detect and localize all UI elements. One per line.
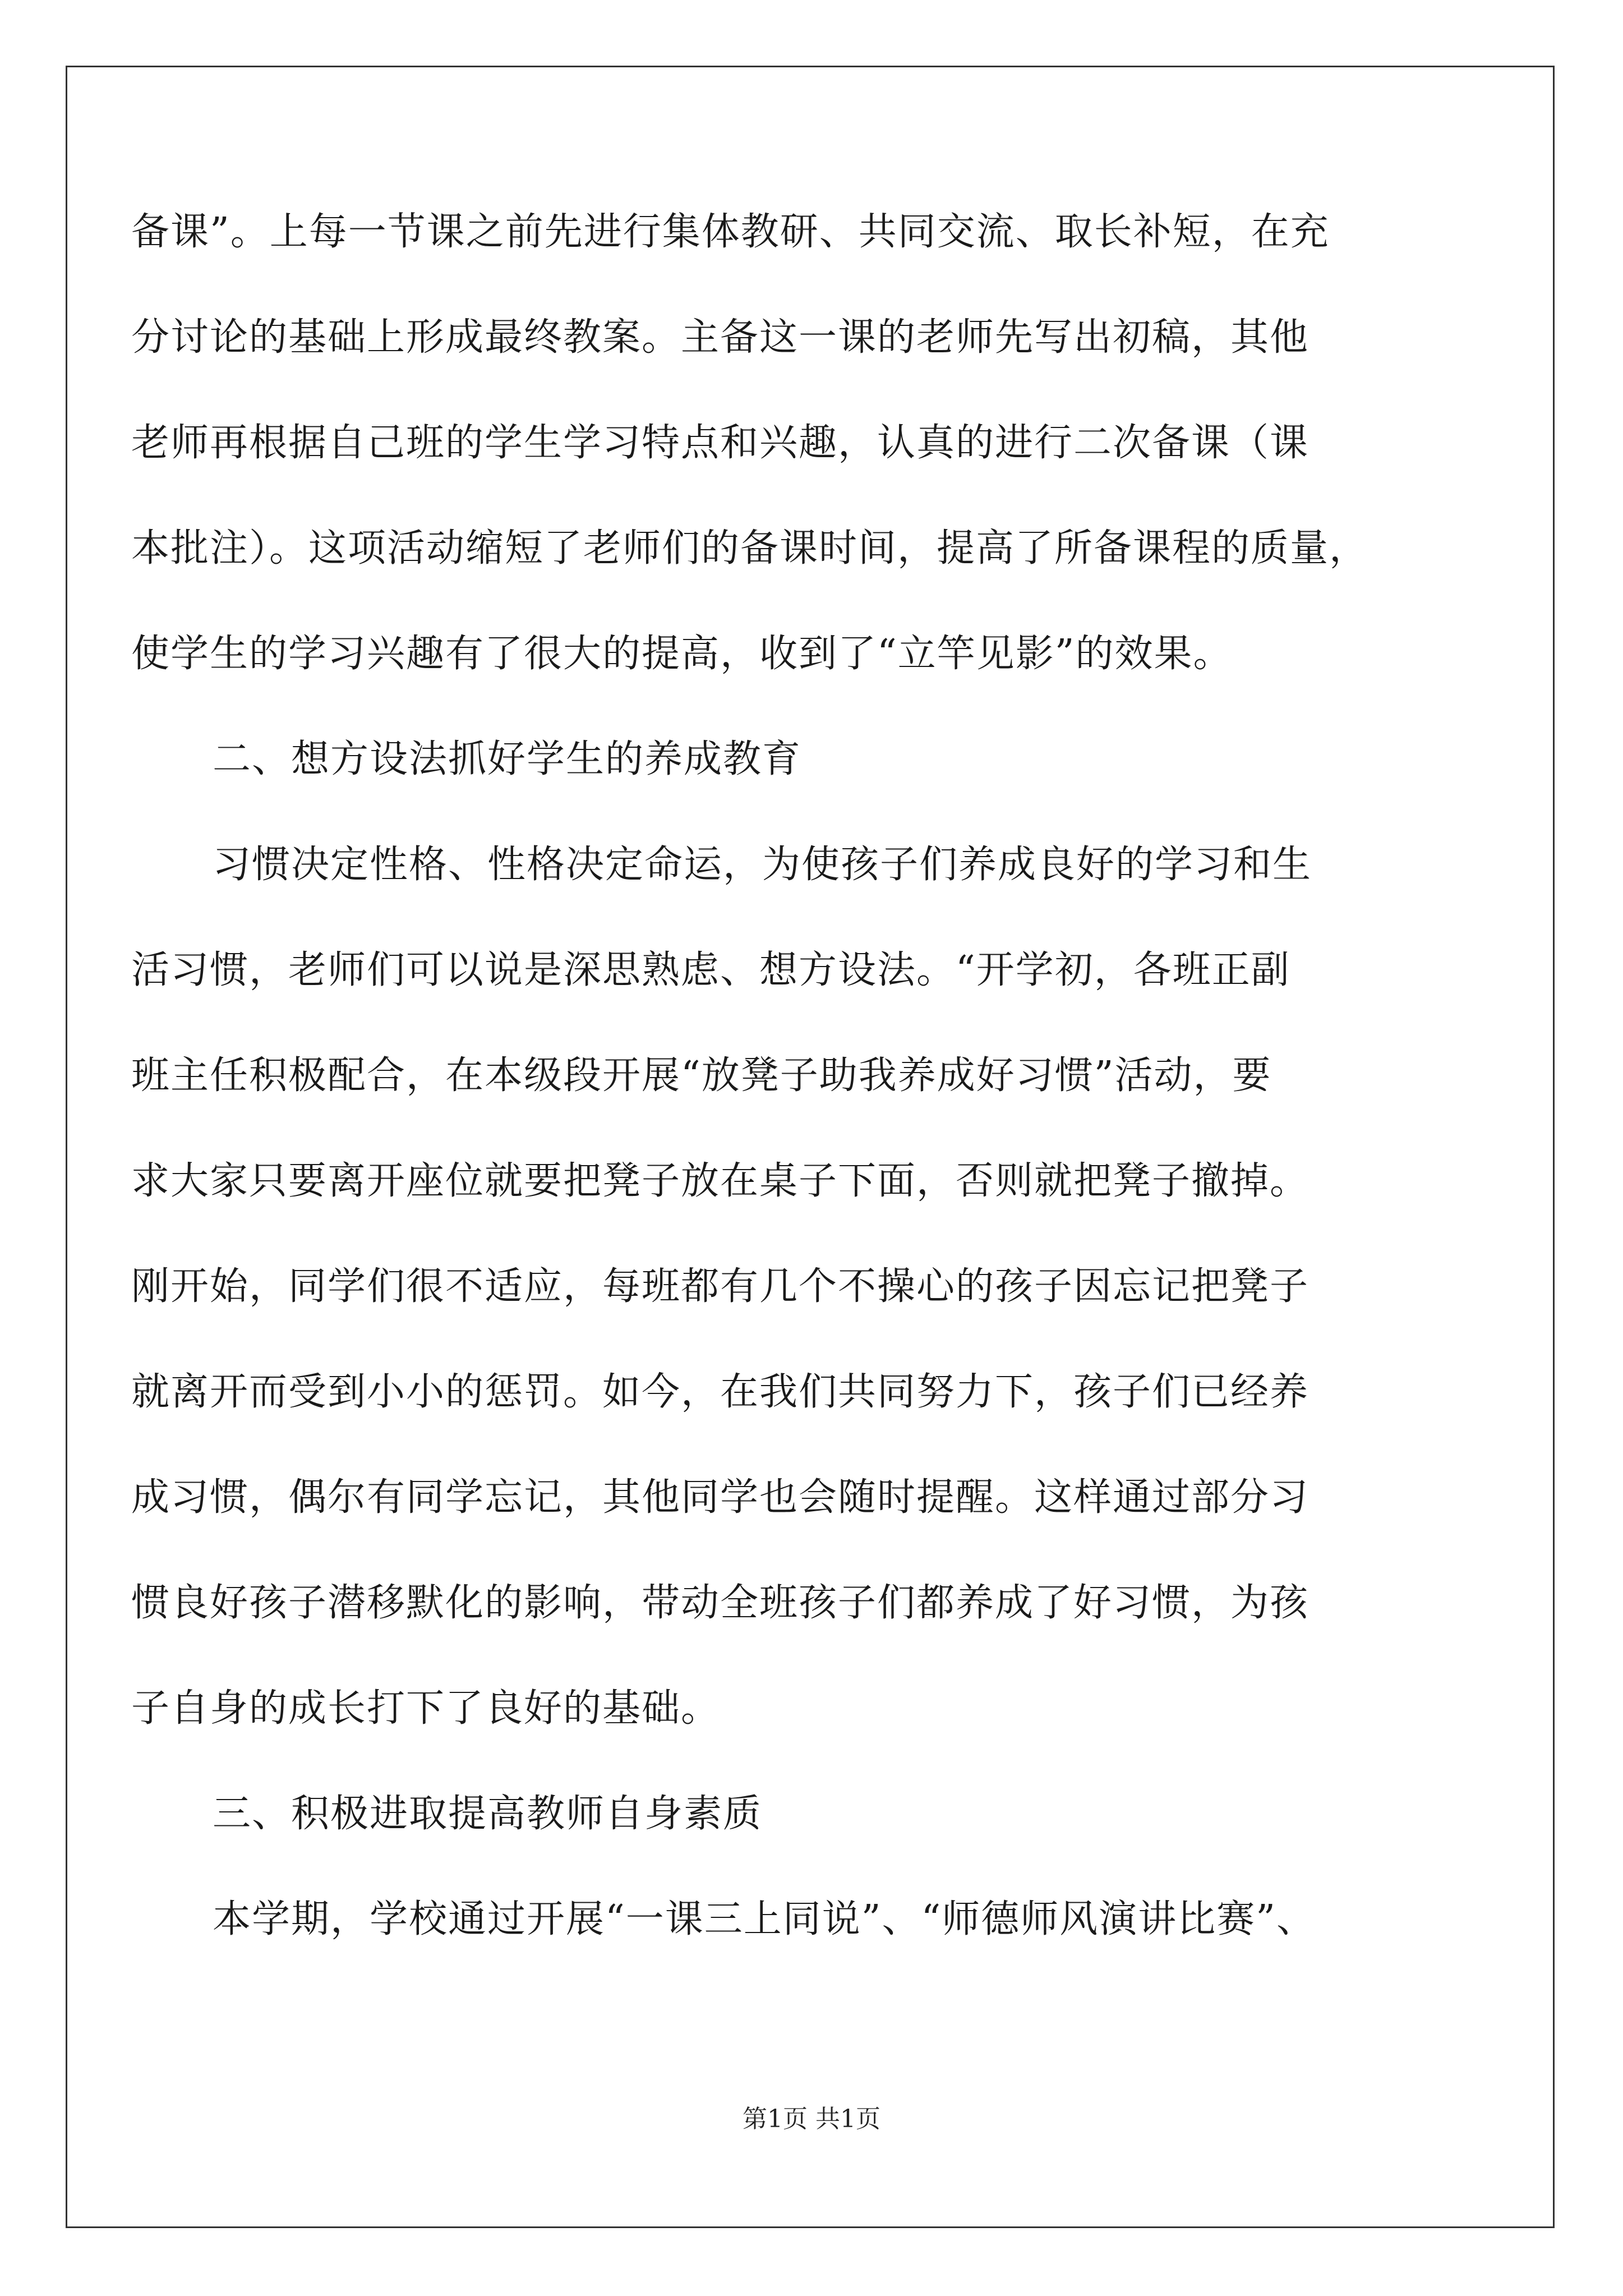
paragraph-line: 活习惯，老师们可以说是深思熟虑、想方设法。“开学初，各班正副: [131, 948, 1290, 992]
paragraph-line: 成习惯，偶尔有同学忘记，其他同学也会随时提醒。这样通过部分习: [131, 1475, 1310, 1520]
document-body: [131, 180, 1502, 1972]
paragraph-line: 本批注）。这项活动缩短了老师们的备课时间，提高了所备课程的质量，: [131, 526, 1369, 570]
paragraph-line: 分讨论的基础上形成最终教案。主备这一课的老师先写出初稿，其他: [131, 315, 1310, 360]
section-heading: 三、积极进取提高教师自身素质: [213, 1792, 763, 1836]
paragraph-line: 子自身的成长打下了良好的基础。: [131, 1686, 721, 1731]
paragraph-line: 就离开而受到小小的惩罚。如今，在我们共同努力下，孩子们已经养: [131, 1370, 1310, 1414]
paragraph-line: 惯良好孩子潜移默化的影响，带动全班孩子们都养成了好习惯，为孩: [131, 1581, 1310, 1625]
paragraph-line: 备课”。上每一节课之前先进行集体教研、共同交流、取长补短，在充: [131, 210, 1330, 254]
paragraph-line: 老师再根据自己班的学生学习特点和兴趣，认真的进行二次备课（课: [131, 421, 1310, 465]
paragraph-line: 本学期，学校通过开展“一课三上同说”、“师德师风演讲比赛”、: [213, 1897, 1316, 1941]
paragraph-line: 刚开始，同学们很不适应，每班都有几个不操心的孩子因忘记把凳子: [131, 1264, 1310, 1309]
section-heading: 二、想方设法抓好学生的养成教育: [213, 737, 802, 781]
paragraph-line: 求大家只要离开座位就要把凳子放在桌子下面，否则就把凳子撤掉。: [131, 1159, 1310, 1203]
page-number-footer: 第1页 共1页: [743, 2105, 880, 2133]
paragraph-line: 习惯决定性格、性格决定命运，为使孩子们养成良好的学习和生: [213, 843, 1312, 887]
paragraph-line: 使学生的学习兴趣有了很大的提高，收到了“立竿见影”的效果。: [131, 632, 1233, 676]
paragraph-line: 班主任积极配合，在本级段开展“放凳子助我养成好习惯”活动，要: [131, 1053, 1272, 1098]
